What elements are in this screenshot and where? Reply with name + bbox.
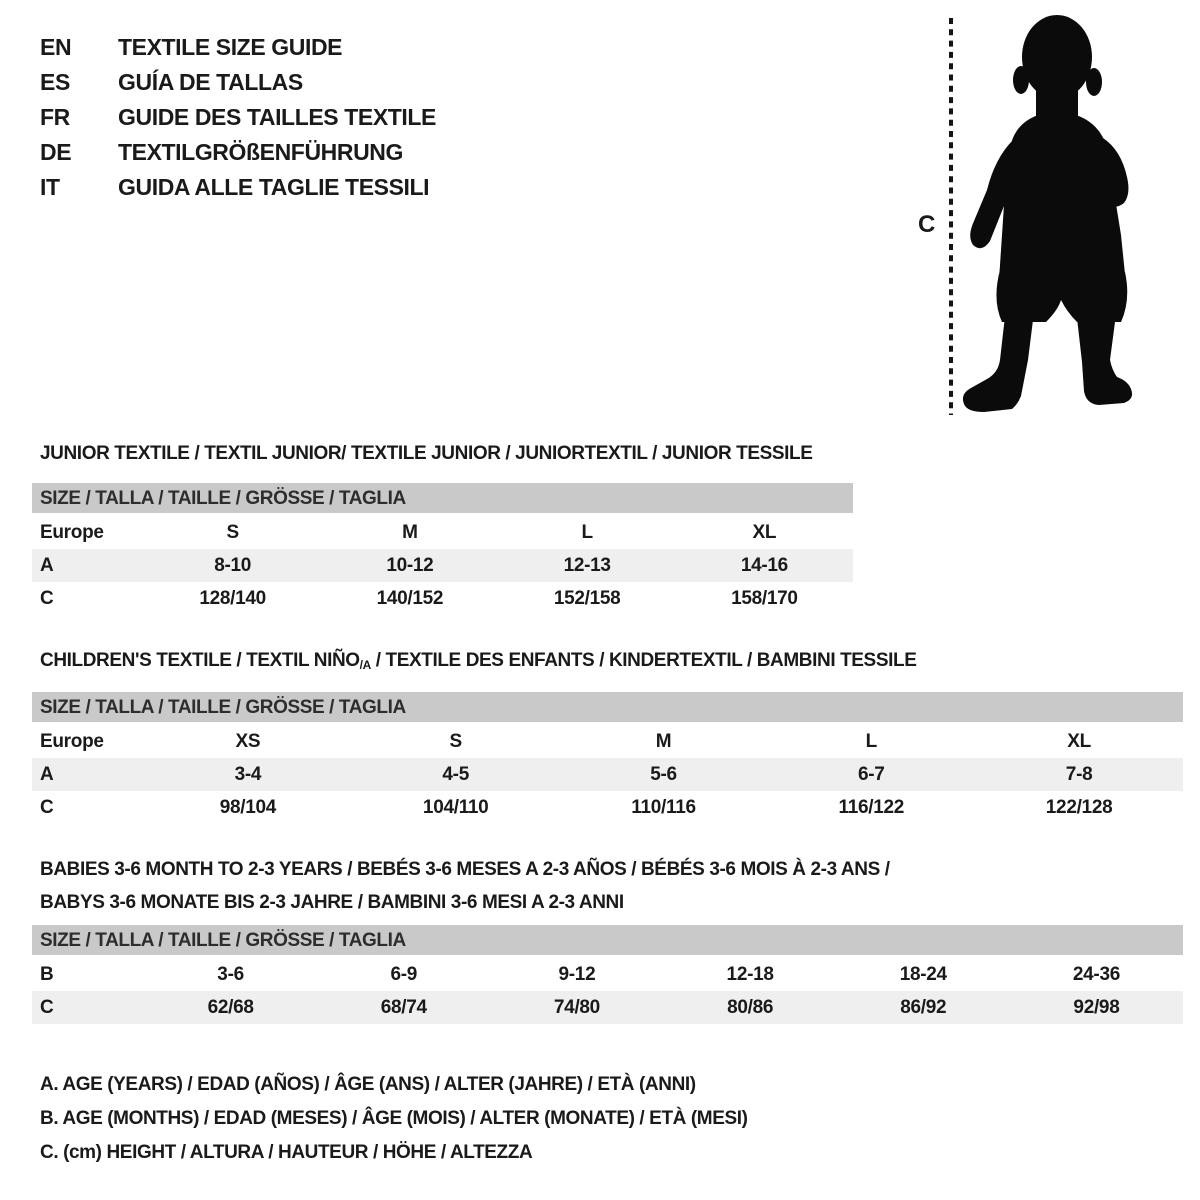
- size-cell: 4-5: [442, 763, 469, 785]
- language-code: FR: [40, 104, 70, 130]
- size-cell: 12-18: [726, 963, 774, 985]
- table-rows: [32, 516, 853, 615]
- size-table: [32, 692, 1183, 824]
- baby-toddler-silhouette-icon: [963, 15, 1132, 412]
- size-cell: 80/86: [727, 996, 774, 1018]
- legend-line: C. (cm) HEIGHT / ALTURA / HAUTEUR / HÖHE / ALTEZZA: [40, 1142, 533, 1163]
- size-cell: L: [865, 730, 877, 752]
- height-measure-label: C: [918, 211, 936, 238]
- table-row: [32, 758, 1183, 791]
- row-label: Europe: [40, 521, 104, 543]
- language-row: [40, 65, 436, 100]
- row-label: Europe: [40, 730, 104, 752]
- table-rows: [32, 958, 1183, 1024]
- section-heading-line: [40, 853, 890, 886]
- heading-text: BABYS 3-6 MONATE BIS 2-3 JAHRE / BAMBINI 3-6 MESI A 2-3 ANNI: [40, 892, 624, 913]
- size-cell: S: [226, 521, 239, 543]
- size-cell: 86/92: [900, 996, 947, 1018]
- guide-title: GUIDE DES TAILLES TEXTILE: [118, 104, 436, 130]
- size-cell: 3-6: [217, 963, 244, 985]
- size-cell: 116/122: [838, 796, 905, 818]
- table-row: [32, 791, 1183, 824]
- size-cell: 6-7: [858, 763, 885, 785]
- heading-text: BABIES 3-6 MONTH TO 2-3 YEARS / BEBÉS 3-6 MESES A 2-3 AÑOS / BÉBÉS 3-6 MOIS À 2-3 ANS /: [40, 859, 890, 880]
- language-row: [40, 30, 436, 65]
- row-label: C: [40, 996, 54, 1018]
- size-cell: 24-36: [1072, 963, 1120, 985]
- size-cell: 140/152: [376, 587, 444, 609]
- legend-line: B. AGE (MONTHS) / EDAD (MESES) / ÂGE (MOIS) / ALTER (MONATE) / ETÀ (MESI): [40, 1108, 748, 1129]
- size-cell: 74/80: [553, 996, 600, 1018]
- language-code: IT: [40, 174, 60, 200]
- size-header-bar: SIZE / TALLA / TAILLE / GRÖSSE / TAGLIA: [32, 925, 1183, 955]
- heading-text: JUNIOR TEXTILE / TEXTIL JUNIOR/ TEXTILE JUNIOR / JUNIORTEXTIL / JUNIOR TESSILE: [40, 443, 813, 464]
- heading-text: CHILDREN'S TEXTILE / TEXTIL NIÑO: [40, 650, 360, 671]
- table-row: [32, 725, 1183, 758]
- table-row: [32, 958, 1183, 991]
- language-row: [40, 100, 436, 135]
- row-label: B: [40, 963, 54, 985]
- table-row: [32, 582, 853, 615]
- size-cell: XL: [752, 521, 777, 543]
- language-list: [40, 30, 436, 205]
- table-row: [32, 991, 1183, 1024]
- size-header-bar: SIZE / TALLA / TAILLE / GRÖSSE / TAGLIA: [32, 692, 1183, 722]
- size-cell: 5-6: [650, 763, 677, 785]
- section-heading: [40, 853, 890, 919]
- language-code: DE: [40, 139, 72, 165]
- section-heading-line: [40, 437, 813, 470]
- size-cell: 92/98: [1073, 996, 1120, 1018]
- section-heading: [40, 437, 813, 470]
- language-code: EN: [40, 34, 72, 60]
- size-cell: 152/158: [553, 587, 621, 609]
- heading-text: /A: [359, 658, 371, 672]
- guide-title: GUIDA ALLE TAGLIE TESSILI: [118, 174, 430, 200]
- size-cell: M: [402, 521, 418, 543]
- legend: [40, 1068, 748, 1170]
- size-cell: 122/128: [1045, 796, 1113, 818]
- size-cell: 98/104: [219, 796, 277, 818]
- language-row: [40, 135, 436, 170]
- size-cell: L: [581, 521, 593, 543]
- size-cell: S: [449, 730, 462, 752]
- size-cell: 158/170: [731, 587, 798, 609]
- size-table: [32, 483, 853, 615]
- size-cell: 110/116: [631, 796, 696, 818]
- heading-text: / TEXTILE DES ENFANTS / KINDERTEXTIL / BAMBINI TESSILE: [370, 650, 917, 671]
- size-table: [32, 925, 1183, 1024]
- language-code: ES: [40, 69, 70, 95]
- size-cell: 14-16: [740, 554, 788, 576]
- guide-title: GUÍA DE TALLAS: [118, 69, 303, 95]
- row-label: C: [40, 796, 54, 818]
- section-heading-line: [40, 644, 916, 679]
- guide-title: TEXTILGRÖßENFÜHRUNG: [118, 139, 403, 165]
- size-cell: 6-9: [390, 963, 418, 985]
- size-cell: XS: [235, 730, 261, 752]
- size-cell: 68/74: [380, 996, 427, 1018]
- legend-line: A. AGE (YEARS) / EDAD (AÑOS) / ÂGE (ANS) / ALTER (JAHRE) / ETÀ (ANNI): [40, 1074, 696, 1095]
- section-heading: [40, 644, 916, 679]
- size-cell: 18-24: [899, 963, 947, 985]
- size-cell: 104/110: [422, 796, 489, 818]
- size-cell: 62/68: [207, 996, 254, 1018]
- section-heading-line: [40, 886, 890, 919]
- size-cell: XL: [1067, 730, 1091, 752]
- guide-title: TEXTILE SIZE GUIDE: [118, 34, 343, 60]
- baby-silhouette-figure: [900, 0, 1160, 430]
- size-cell: 3-4: [234, 763, 262, 785]
- size-cell: 12-13: [563, 554, 611, 576]
- size-cell: 8-10: [214, 554, 252, 576]
- size-cell: 128/140: [199, 587, 266, 609]
- row-label: A: [40, 763, 54, 785]
- table-row: [32, 516, 853, 549]
- size-cell: 9-12: [558, 963, 596, 985]
- row-label: A: [40, 554, 54, 576]
- row-label: C: [40, 587, 54, 609]
- language-row: [40, 170, 436, 205]
- size-cell: 10-12: [386, 554, 434, 576]
- size-header-bar: SIZE / TALLA / TAILLE / GRÖSSE / TAGLIA: [32, 483, 853, 513]
- table-row: [32, 549, 853, 582]
- size-cell: 7-8: [1065, 763, 1093, 785]
- table-rows: [32, 725, 1183, 824]
- size-cell: M: [655, 730, 672, 752]
